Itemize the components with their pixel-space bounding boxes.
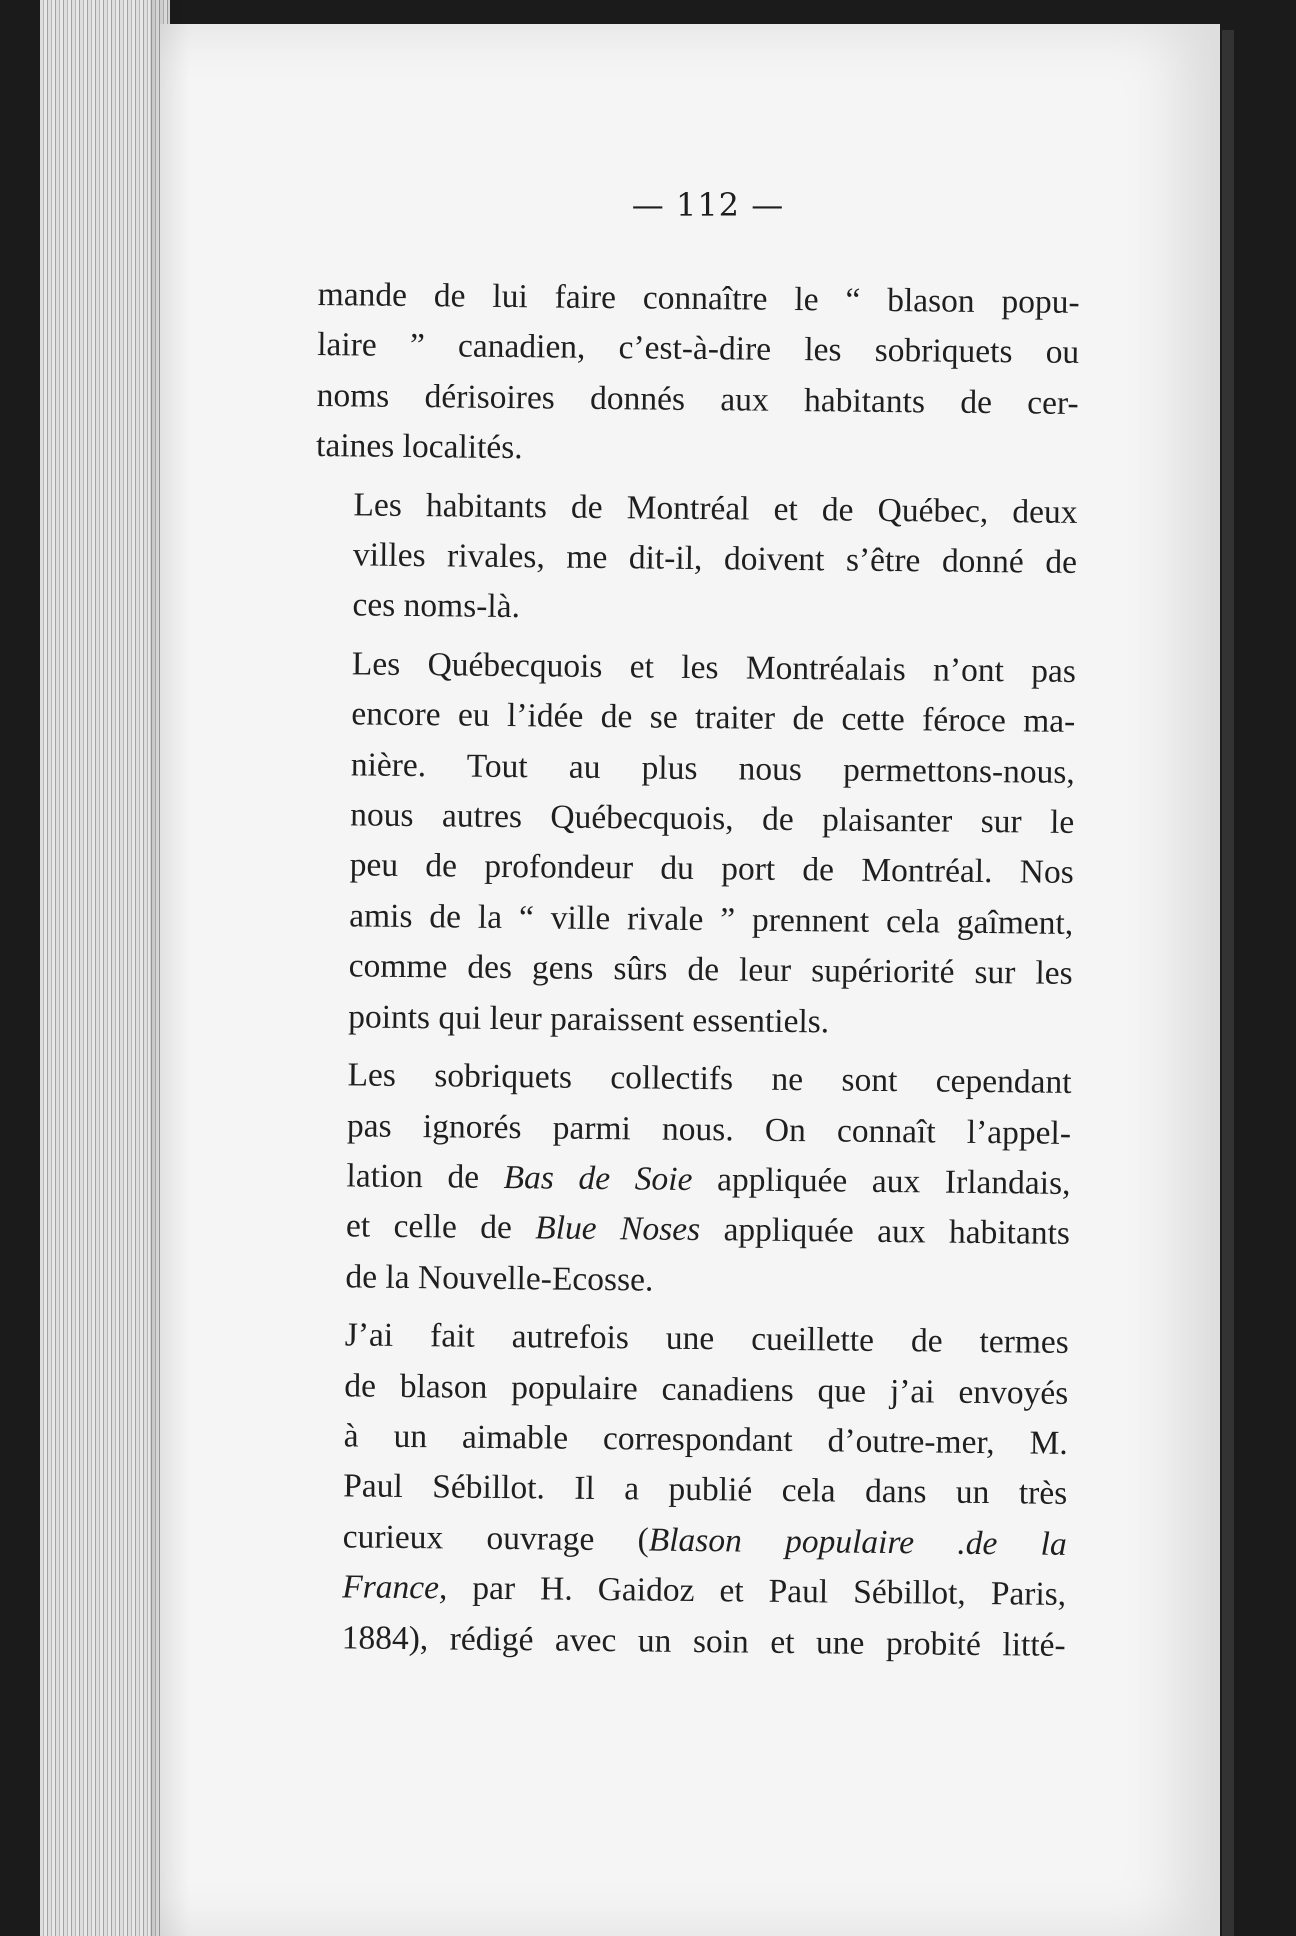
paragraph-3 xyxy=(310,639,1076,1050)
text-line: laire ” canadien, c’est-à-dire les sobriquets ou xyxy=(317,326,1080,372)
facing-page-edge xyxy=(1222,30,1234,1936)
text-line: pas ignorés parmi nous. On connaît l’appel- xyxy=(346,1106,1072,1152)
text-line xyxy=(304,1512,1066,1570)
paragraph-1 xyxy=(316,270,1080,480)
body-text xyxy=(303,270,1080,1679)
text-line: taines localités. xyxy=(315,427,523,467)
text-line: points qui leur paraissent essentiels. xyxy=(347,998,830,1041)
text-line: encore eu l’idée de se traiter de cette féroce ma- xyxy=(351,695,1076,741)
text-line: de la Nouvelle-Ecosse. xyxy=(345,1258,654,1299)
text-line: noms dérisoires donnés aux habitants de cer- xyxy=(316,376,1079,422)
text-line: nière. Tout au plus nous permettons-nous, xyxy=(350,746,1075,791)
text-line xyxy=(308,1151,1070,1209)
text-segment: lation de xyxy=(346,1157,504,1196)
text-line: Les habitants de Montréal et de Québec, deux xyxy=(353,486,1078,531)
italic-title: France, xyxy=(342,1568,448,1607)
text-line: Les sobriquets collectifs ne sont cependant xyxy=(347,1056,1072,1102)
italic-title: Blason populaire .de la xyxy=(648,1521,1067,1563)
gutter-shadow xyxy=(150,0,190,1936)
text-line: villes rivales, me dit-il, doivent s’être donné de xyxy=(352,536,1078,581)
text-line: de blason populaire canadiens que j’ai envoyés xyxy=(344,1366,1069,1412)
paragraph-5 xyxy=(303,1310,1069,1671)
text-line: nous autres Québecquois, de plaisanter sur le xyxy=(350,796,1075,842)
page-number: — 112 — xyxy=(631,186,785,224)
text-segment: appliquée aux habitants xyxy=(699,1211,1071,1253)
text-line: J’ai fait autrefois une cueillette de termes xyxy=(344,1316,1070,1362)
text-line xyxy=(304,1562,1066,1620)
text-line: Paul Sébillot. Il a publié cela dans un très xyxy=(343,1467,1068,1513)
italic-term: Bas de Soie xyxy=(503,1158,693,1198)
text-segment: appliquée aux Irlandais, xyxy=(692,1160,1071,1202)
text-line: amis de la “ ville rivale ” prennent cela gaîment, xyxy=(349,897,1074,942)
italic-term: Blue Noses xyxy=(535,1209,701,1249)
text-line: Les Québecquois et les Montréalais n’ont pas xyxy=(351,645,1077,690)
text-line: 1884), rédigé avec un soin et une probité litté- xyxy=(341,1618,1066,1664)
text-line xyxy=(308,1201,1070,1259)
text-line: à un aimable correspondant d’outre-mer, M. xyxy=(343,1417,1068,1462)
text-line: mande de lui faire connaître le “ blason popu- xyxy=(317,275,1080,321)
text-segment: par H. Gaidoz et Paul Sébillot, Paris, xyxy=(447,1569,1067,1614)
text-line: comme des gens sûrs de leur supériorité sur les xyxy=(348,947,1073,993)
text-line: peu de profondeur du port de Montréal. Nos xyxy=(349,846,1074,892)
paragraph-2 xyxy=(314,480,1078,639)
text-segment: curieux ouvrage ( xyxy=(342,1518,649,1559)
paragraph-4 xyxy=(307,1050,1072,1310)
text-segment: et celle de xyxy=(345,1207,536,1247)
text-line: ces noms-là. xyxy=(352,586,521,626)
